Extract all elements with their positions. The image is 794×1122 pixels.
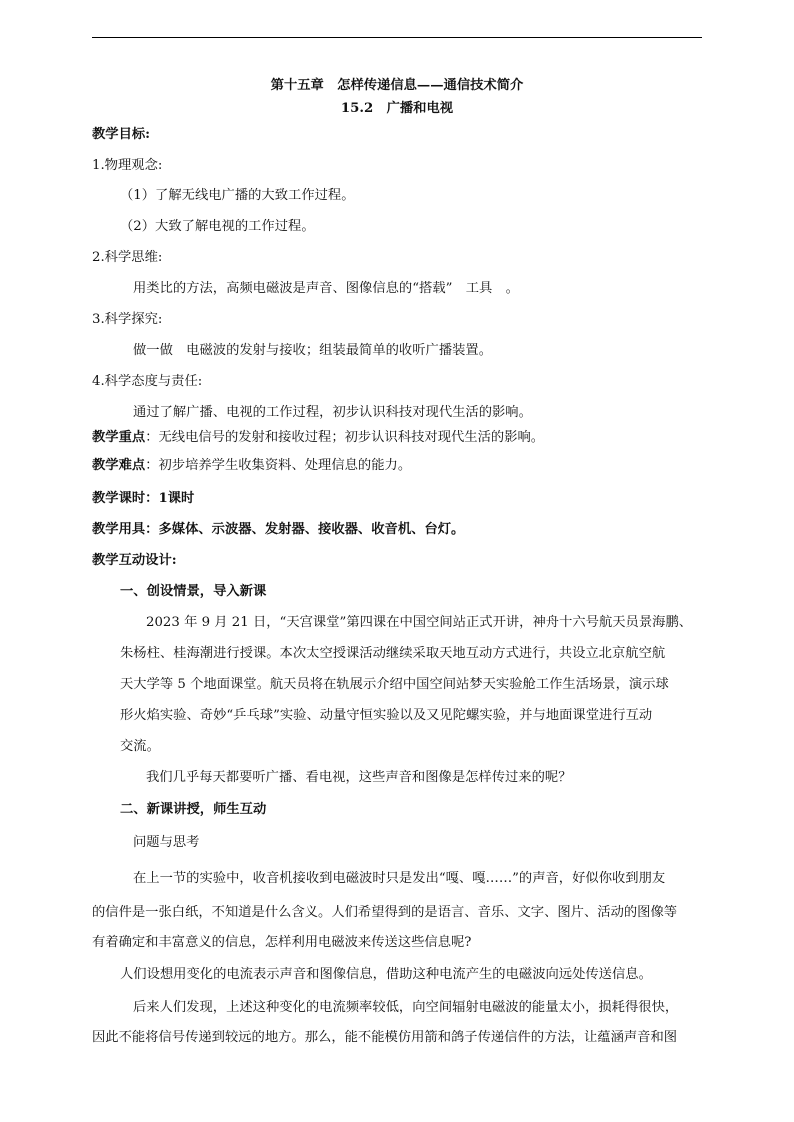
- objective-4-text: 通过了解广播、电视的工作过程，初步认识科技对现代生活的影响。: [133, 405, 532, 420]
- objective-3-text: 做一做 电磁波的发射与接收；组装最简单的收听广播装置。: [133, 343, 493, 358]
- objective-2-heading: 2.科学思维:: [92, 250, 163, 265]
- objectives-heading: 教学目标:: [92, 127, 151, 142]
- key-points: [92, 429, 544, 447]
- paragraph-2-line-1: 我们几乎每天都要听广播、看电视，这些声音和图像是怎样传过来的呢？: [146, 770, 572, 785]
- difficulties: [92, 457, 411, 475]
- objective-4-heading: 4.科学态度与责任:: [92, 374, 203, 389]
- paragraph-1-line-4: 形火焰实验、奇妙“乒乓球”实验、动量守恒实验以及又见陀螺实验，并与地面课堂进行互动: [120, 708, 653, 723]
- key-points-label: 教学重点: [92, 430, 146, 445]
- paragraph-1-line-3: 天大学等 5 个地面课堂。航天员将在轨展示介绍中国空间站梦天实验舱工作生活场景，演示球: [120, 677, 669, 692]
- paragraph-1-line-5: 交流。: [120, 739, 160, 754]
- part-1-heading: 一、创设情景，导入新课: [120, 584, 267, 599]
- teaching-hours: 教学课时：1课时: [92, 491, 195, 506]
- paragraph-3-line-3: 有着确定和丰富意义的信息，怎样利用电磁波来传送这些信息呢?: [92, 935, 472, 950]
- paragraph-5-line-1: 后来人们发现，上述这种变化的电流频率较低，向空间辐射电磁波的能量太小，损耗得很快，: [133, 1000, 679, 1015]
- section-title: 15.2 广播和电视: [340, 101, 454, 116]
- paragraph-1-line-1: 2023 年 9 月 21 日，“天宫课堂”第四课在中国空间站正式开讲，神舟十六号航天员景海鹏、: [146, 615, 693, 630]
- objective-1-item-1: （1）了解无线电广播的大致工作过程。: [120, 188, 355, 203]
- difficulties-text: ：初步培养学生收集资料、处理信息的能力。: [145, 458, 412, 473]
- objective-3-heading: 3.科学探究:: [92, 312, 163, 327]
- paragraph-5-line-2: 因此不能将信号传递到较远的地方。那么，能不能模仿用箭和鸽子传递信件的方法，让蕴涵声音和图: [92, 1030, 678, 1045]
- header-rule: [92, 37, 702, 38]
- paragraph-1-line-2: 朱杨柱、桂海潮进行授课。本次太空授课活动继续采取天地互动方式进行，共设立北京航空航: [120, 646, 666, 661]
- objective-2-text: 用类比的方法，高频电磁波是声音、图像信息的“搭载” 工具 。: [133, 281, 519, 296]
- question-heading: 问题与思考: [133, 835, 200, 850]
- chapter-title: 第十五章 怎样传递信息——通信技术简介: [270, 78, 524, 93]
- difficulties-label: 教学难点: [92, 458, 146, 473]
- part-2-heading: 二、新课讲授，师生互动: [120, 802, 267, 817]
- key-points-text: ：无线电信号的发射和接收过程；初步认识科技对现代生活的影响。: [145, 430, 545, 445]
- design-heading: 教学互动设计:: [92, 553, 177, 568]
- paragraph-3-line-2: 的信件是一张白纸，不知道是什么含义。人们希望得到的是语言、音乐、文字、图片、活动的图像等: [92, 905, 678, 920]
- objective-1-item-2: （2）大致了解电视的工作过程。: [120, 219, 315, 234]
- paragraph-4-line-1: 人们设想用变化的电流表示声音和图像信息，借助这种电流产生的电磁波向远处传送信息。: [120, 967, 652, 982]
- objective-1-heading: 1.物理观念:: [92, 158, 163, 173]
- teaching-tools: 教学用具：多媒体、示波器、发射器、接收器、收音机、台灯。: [92, 522, 465, 537]
- paragraph-3-line-1: 在上一节的实验中，收音机接收到电磁波时只是发出“嘎、嘎……”的声音，好似你收到朋友: [133, 871, 666, 886]
